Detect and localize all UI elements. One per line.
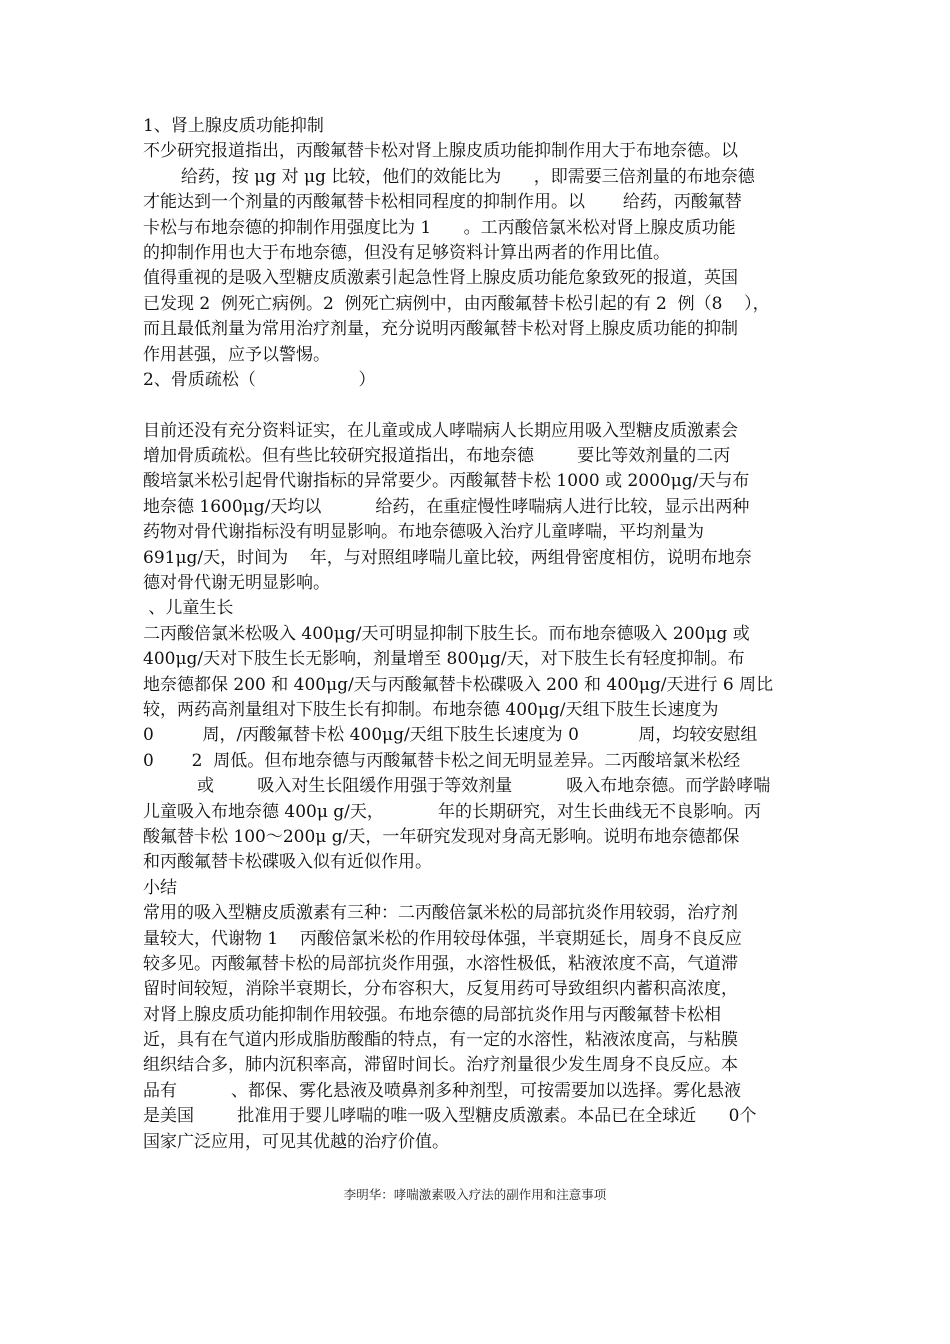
text-line: 增加骨质疏松。但有些比较研究报道指出，布地奈德 要比等效剂量的二丙 bbox=[143, 446, 731, 467]
text-line: 、儿童生长 bbox=[143, 598, 234, 619]
text-line: 地奈德 1600μg/天均以 给药，在重症慢性哮喘病人进行比较，显示出两种 bbox=[143, 496, 750, 517]
text-line: 0 周，/丙酸氟替卡松 400μg/天组下肢生长速度为 0 周，均较安慰组 bbox=[143, 725, 758, 746]
text-line: 给药，按 μg 对 μg 比较，他们的效能比为 ，即需要三倍剂量的布地奈德 bbox=[143, 166, 755, 187]
text-line: 才能达到一个剂量的丙酸氟替卡松相同程度的抑制作用。以 给药，丙酸氟替 bbox=[143, 192, 742, 213]
text-line: 已发现 2 例死亡病例。2 例死亡病例中，由丙酸氟替卡松引起的有 2 例（8 ）， bbox=[143, 293, 770, 314]
text-line: 组织结合多，肺内沉积率高，滞留时间长。治疗剂量很少发生周身不良反应。本 bbox=[143, 1055, 738, 1076]
text-line: 小结 bbox=[143, 877, 177, 898]
text-line: 1、肾上腺皮质功能抑制 bbox=[143, 116, 324, 136]
text-line: 常用的吸入型糖皮质激素有三种：二丙酸倍氯米松的局部抗炎作用较弱，治疗剂 bbox=[143, 903, 738, 924]
text-line: 二丙酸倍氯米松吸入 400μg/天可明显抑制下肢生长。而布地奈德吸入 200μg 或 bbox=[143, 623, 750, 644]
text-line: 国家广泛应用，可见其优越的治疗价值。 bbox=[143, 1131, 449, 1152]
document-body bbox=[143, 114, 813, 1155]
text-line: 留时间较短，消除半衰期长，分布容积大，反复用药可导致组织内蓄积高浓度， bbox=[143, 979, 738, 1000]
page-footer: 李明华：哮喘激素吸入疗法的副作用和注意事项 bbox=[343, 1187, 607, 1202]
text-line: 地奈德都保 200 和 400μg/天与丙酸氟替卡松碟吸入 200 和 400μg/天进行 6 周比 bbox=[143, 674, 774, 695]
text-line: 作用甚强，应予以警惕。 bbox=[143, 344, 330, 365]
text-line: 较多见。丙酸氟替卡松的局部抗炎作用强，水溶性极低，粘液浓度不高，气道滞 bbox=[143, 953, 738, 974]
text-line: 药物对骨代谢指标没有明显影响。布地奈德吸入治疗儿童哮喘，平均剂量为 bbox=[143, 522, 704, 543]
text-line: 较，两药高剂量组对下肢生长有抑制。布地奈德 400μg/天组下肢生长速度为 bbox=[143, 699, 719, 720]
text-line: 2、骨质疏松（ ） bbox=[143, 369, 376, 390]
text-line: 的抑制作用也大于布地奈德，但没有足够资料计算出两者的作用比值。 bbox=[143, 242, 670, 263]
text-line: 近，具有在气道内形成脂肪酸酯的特点，有一定的水溶性，粘液浓度高，与粘膜 bbox=[143, 1030, 738, 1051]
text-line: 品有 、都保、雾化悬液及喷鼻剂多种剂型，可按需要加以选择。雾化悬液 bbox=[143, 1080, 742, 1101]
text-line: 量较大，代谢物 1 丙酸倍氯米松的作用较母体强，半衰期延长，周身不良反应 bbox=[143, 928, 742, 949]
text-line bbox=[143, 393, 813, 418]
text-line: 691μg/天，时间为 年，与对照组哮喘儿童比较，两组骨密度相仿，说明布地奈 bbox=[143, 547, 752, 568]
text-line: 卡松与布地奈德的抑制作用强度比为 1 。工丙酸倍氯米松对肾上腺皮质功能 bbox=[143, 217, 736, 238]
text-line: 值得重视的是吸入型糖皮质激素引起急性肾上腺皮质功能危象致死的报道，英国 bbox=[143, 268, 738, 289]
text-line: 不少研究报道指出，丙酸氟替卡松对肾上腺皮质功能抑制作用大于布地奈德。以 bbox=[143, 141, 738, 162]
text-line: 0 2 周低。但布地奈德与丙酸氟替卡松之间无明显差异。二丙酸培氯米松经 bbox=[143, 750, 741, 771]
text-line: 或 吸入对生长阻缓作用强于等效剂量 吸入布地奈德。而学龄哮喘 bbox=[143, 776, 771, 797]
text-line: 酸氟替卡松 100～200μ g/天，一年研究发现对身高无影响。说明布地奈德都保 bbox=[143, 826, 740, 847]
text-line: 儿童吸入布地奈德 400μ g/天， 年的长期研究，对生长曲线无不良影响。丙 bbox=[143, 801, 761, 822]
text-line: 400μg/天对下肢生长无影响，剂量增至 800μg/天，对下肢生长有轻度抑制。布 bbox=[143, 649, 745, 670]
text-line: 对肾上腺皮质功能抑制作用较强。布地奈德的局部抗炎作用与丙酸氟替卡松相 bbox=[143, 1004, 721, 1025]
text-line: 而且最低剂量为常用治疗剂量，充分说明丙酸氟替卡松对肾上腺皮质功能的抑制 bbox=[143, 319, 738, 340]
text-line: 德对骨代谢无明显影响。 bbox=[143, 573, 330, 594]
text-line: 是美国 批准用于婴儿哮喘的唯一吸入型糖皮质激素。本品已在全球近 0个 bbox=[143, 1106, 757, 1127]
text-line: 目前还没有充分资料证实，在儿童或成人哮喘病人长期应用吸入型糖皮质激素会 bbox=[143, 420, 738, 441]
text-line: 酸培氯米松引起骨代谢指标的异常要少。丙酸氟替卡松 1000 或 2000μg/天与布 bbox=[143, 471, 750, 492]
text-line: 和丙酸氟替卡松碟吸入似有近似作用。 bbox=[143, 852, 432, 873]
